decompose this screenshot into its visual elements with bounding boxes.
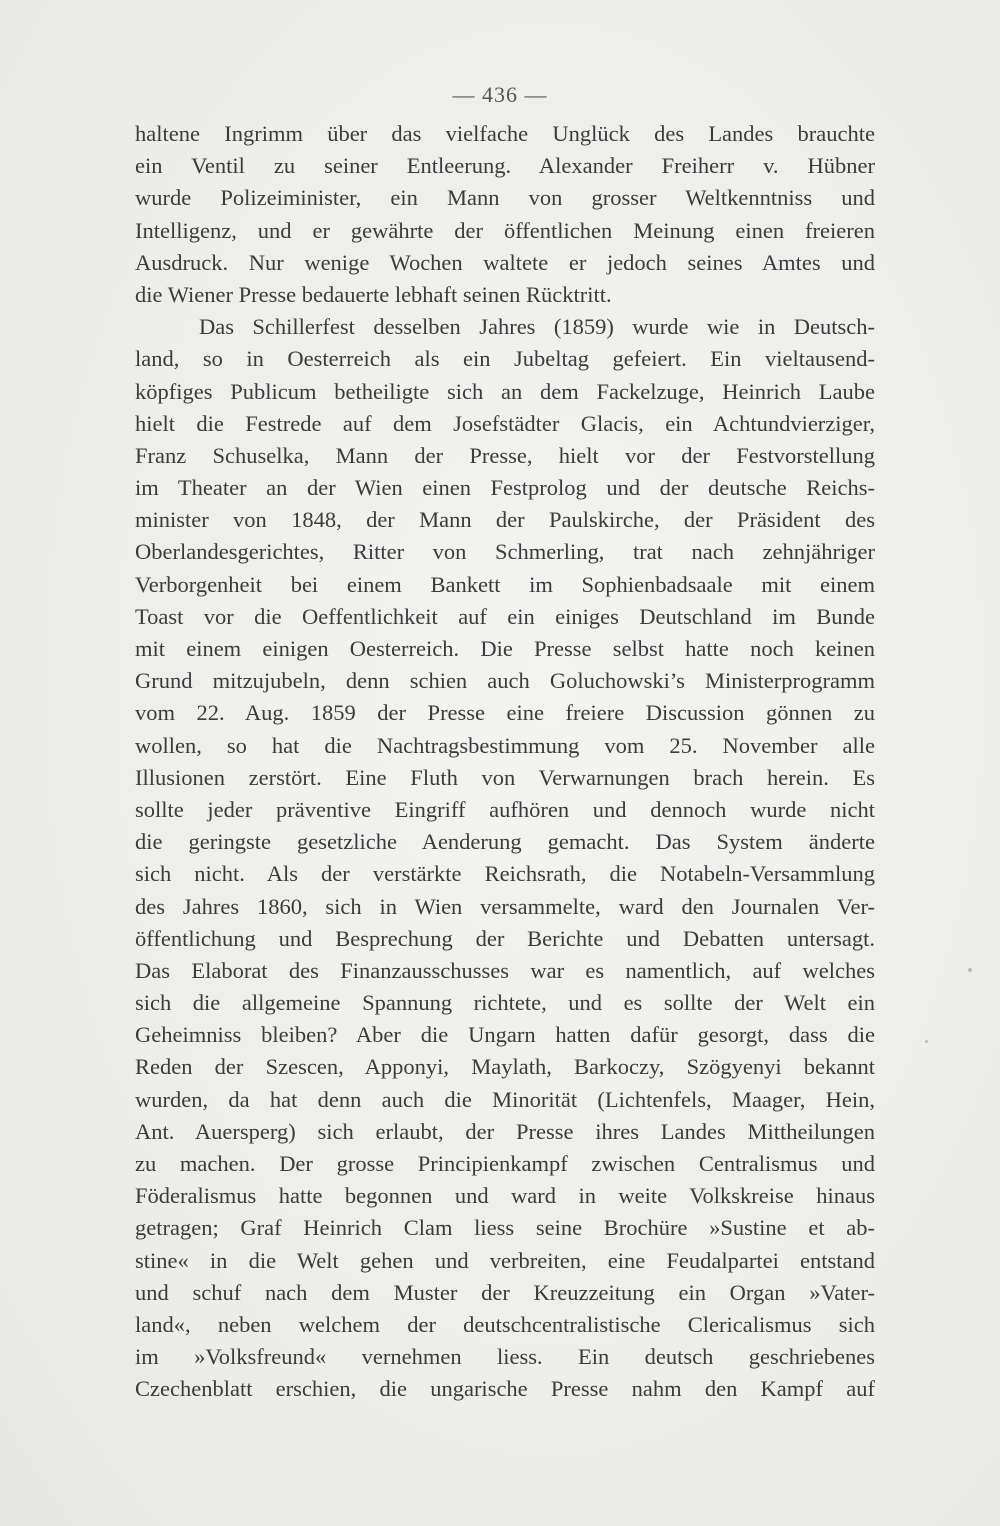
text-line: stine« in die Welt gehen und verbreiten, eine Feudalpartei entstand — [135, 1247, 875, 1273]
text-line: Franz Schuselka, Mann der Presse, hielt vor der Festvorstellung — [135, 442, 875, 468]
text-line: die geringste gesetzliche Aenderung gemacht. Das System änderte — [135, 829, 875, 855]
text-line: land«, neben welchem der deutschcentralistische Clericalismus sich — [135, 1311, 875, 1337]
text-line: Ant. Auersperg) sich erlaubt, der Presse ihres Landes Mittheilungen — [135, 1118, 875, 1144]
body-text — [135, 118, 875, 1406]
text-line: im Theater an der Wien einen Festprolog und der deutsche Reichs- — [135, 475, 875, 501]
text-line: minister von 1848, der Mann der Paulskirche, der Präsident des — [135, 507, 875, 533]
text-line: Czechenblatt erschien, die ungarische Presse nahm den Kampf auf — [135, 1376, 875, 1402]
text-line: Oberlandesgerichtes, Ritter von Schmerling, trat nach zehnjähriger — [135, 539, 875, 565]
text-line: ein Ventil zu seiner Entleerung. Alexander Freiherr v. Hübner — [135, 153, 875, 179]
text-line: Geheimniss bleiben? Aber die Ungarn hatten dafür gesorgt, dass die — [135, 1022, 875, 1048]
text-line: Das Elaborat des Finanzausschusses war es namentlich, auf welches — [135, 957, 875, 983]
text-line: sollte jeder präventive Eingriff aufhören und dennoch wurde nicht — [135, 796, 875, 822]
text-line: haltene Ingrimm über das vielfache Unglück des Landes brauchte — [135, 121, 875, 146]
text-line: und schuf nach dem Muster der Kreuzzeitung ein Organ »Vater- — [135, 1279, 875, 1305]
text-line: getragen; Graf Heinrich Clam liess seine Brochüre »Sustine et ab- — [135, 1215, 875, 1241]
text-line: wurde Polizeiminister, ein Mann von grosser Weltkenntniss und — [135, 185, 875, 211]
text-line: Grund mitzujubeln, denn schien auch Goluchowski’s Ministerprogramm — [135, 668, 875, 694]
text-line: die Wiener Presse bedauerte lebhaft seinen Rücktritt. — [135, 281, 612, 307]
text-line: Reden der Szescen, Apponyi, Maylath, Barkoczy, Szögyenyi bekannt — [135, 1054, 875, 1080]
paragraph-first-line: Das Schillerfest desselben Jahres (1859) wurde wie in Deutsch- — [199, 314, 875, 340]
text-line: mit einem einigen Oesterreich. Die Presse selbst hatte noch keinen — [135, 636, 875, 661]
text-line: Föderalismus hatte begonnen und ward in weite Volkskreise hinaus — [135, 1183, 875, 1209]
text-line: land, so in Oesterreich als ein Jubeltag gefeiert. Ein vieltausend- — [135, 346, 875, 372]
text-line: wurden, da hat denn auch die Minorität (Lichtenfels, Maager, Hein, — [135, 1086, 875, 1112]
text-line: Ausdruck. Nur wenige Wochen waltete er jedoch seines Amtes und — [135, 249, 875, 275]
text-line: sich nicht. Als der verstärkte Reichsrath, die Notabeln-Versammlung — [135, 861, 875, 887]
text-line: Intelligenz, und er gewährte der öffentlichen Meinung einen freieren — [135, 217, 875, 243]
text-line: zu machen. Der grosse Principienkampf zwischen Centralismus und — [135, 1151, 875, 1176]
text-line: wollen, so hat die Nachtragsbestimmung vom 25. November alle — [135, 732, 875, 758]
text-line: köpfiges Publicum betheiligte sich an dem Fackelzuge, Heinrich Laube — [135, 378, 875, 404]
text-line: hielt die Festrede auf dem Josefstädter Glacis, ein Achtundvierziger, — [135, 410, 875, 436]
paper-speck — [925, 1040, 928, 1043]
text-line: sich die allgemeine Spannung richtete, und es sollte der Welt ein — [135, 990, 875, 1016]
text-line: im »Volksfreund« vernehmen liess. Ein deutsch geschriebenes — [135, 1344, 875, 1370]
text-line: öffentlichung und Besprechung der Berichte und Debatten untersagt. — [135, 925, 875, 951]
text-line: vom 22. Aug. 1859 der Presse eine freiere Discussion gönnen zu — [135, 700, 875, 726]
text-line: Verborgenheit bei einem Bankett im Sophienbadsaale mit einem — [135, 571, 875, 597]
text-line: Toast vor die Oeffentlichkeit auf ein einiges Deutschland im Bunde — [135, 603, 875, 629]
paper-speck — [968, 968, 972, 972]
page-number: — 436 — — [452, 82, 548, 107]
text-line: des Jahres 1860, sich in Wien versammelte, ward den Journalen Ver- — [135, 893, 875, 919]
text-line: Illusionen zerstört. Eine Fluth von Verwarnungen brach herein. Es — [135, 764, 875, 790]
